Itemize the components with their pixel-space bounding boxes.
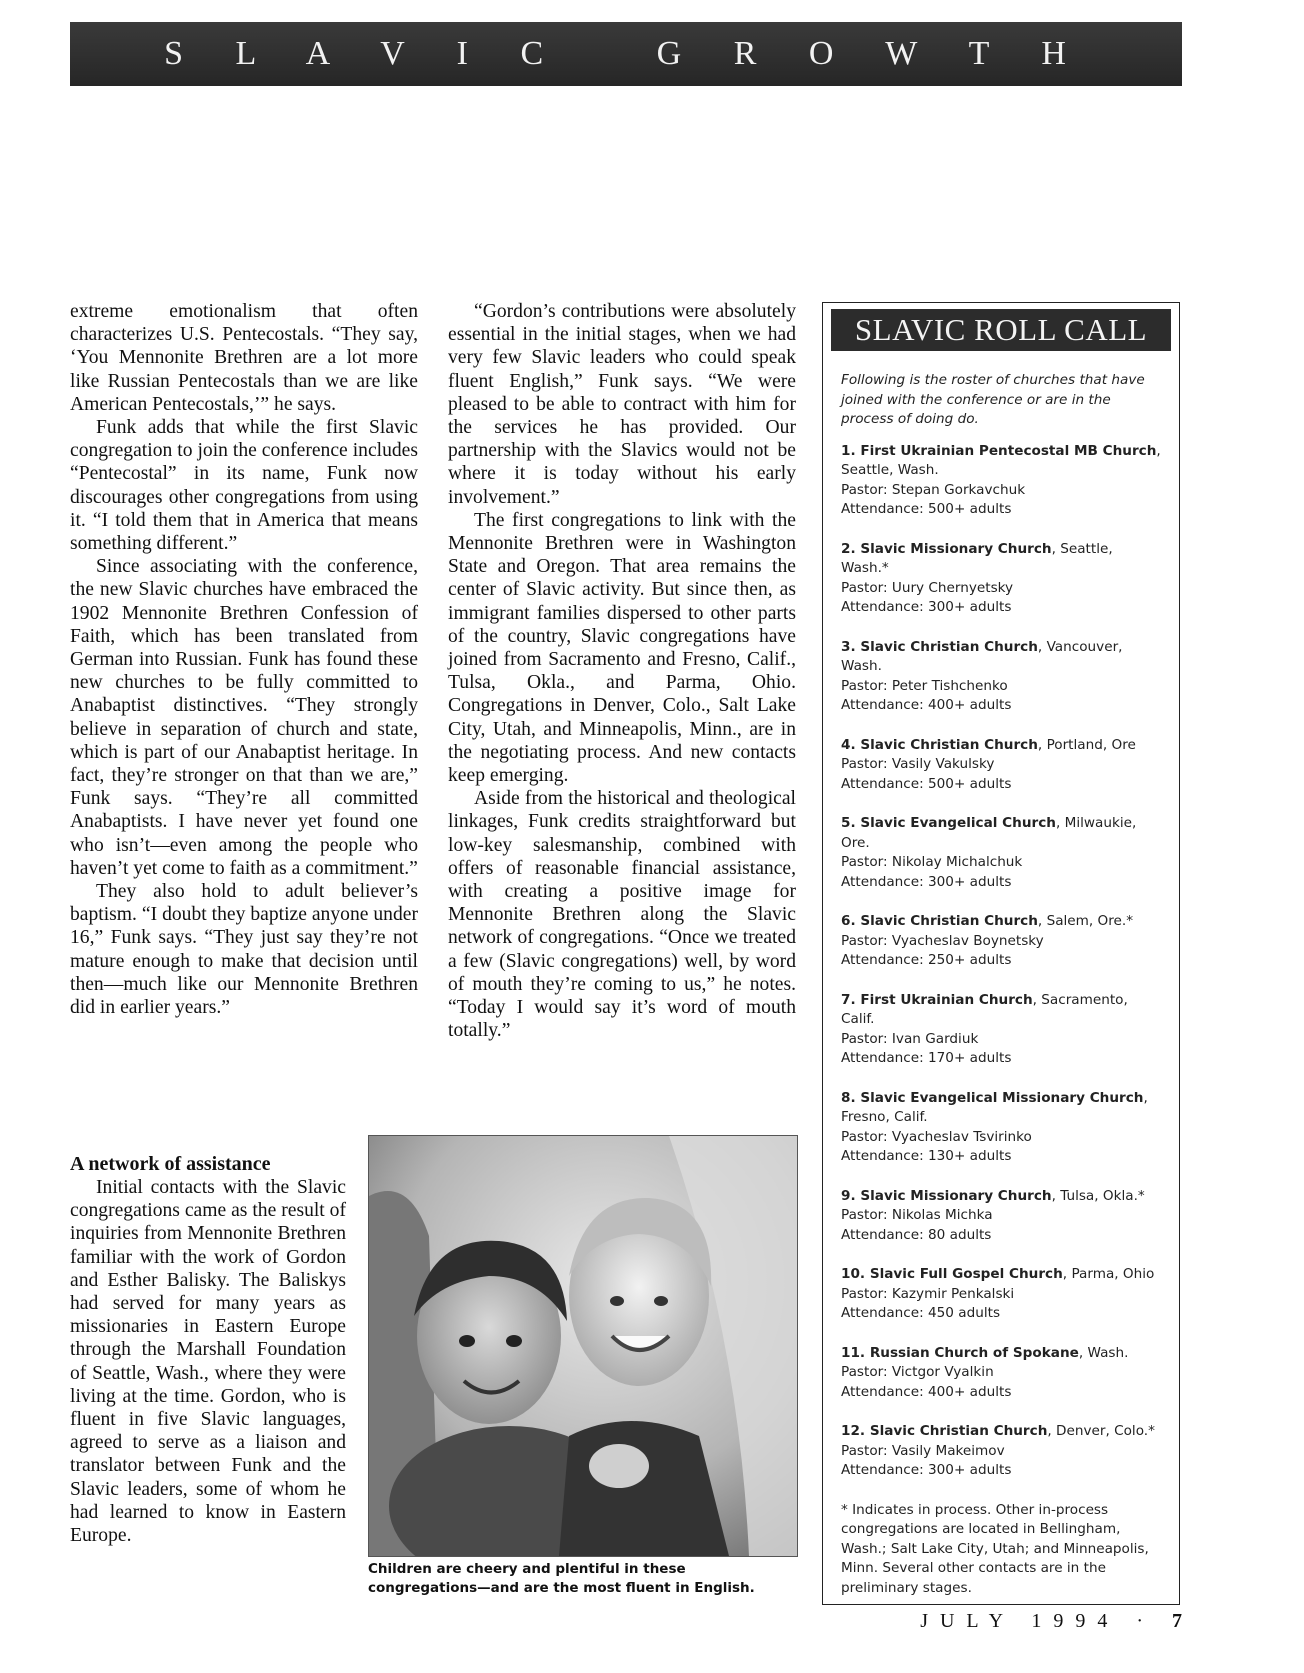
roll-call-sidebar bbox=[822, 302, 1180, 1605]
church-location: , Tulsa, Okla.* bbox=[1051, 1187, 1145, 1204]
list-item bbox=[841, 1344, 1163, 1403]
list-item bbox=[841, 912, 1163, 971]
issue-date: JULY 1994 · bbox=[920, 1610, 1155, 1632]
section-header-bar bbox=[70, 22, 1182, 86]
paragraph: They also hold to adult believer’s baptism. “I doubt they baptize anyone under 16,” Funk says. “They just say they’re not mature enough to make that decision until then—much like our Mennonite Brethren did in earlier years.” bbox=[70, 881, 418, 1019]
list-item bbox=[841, 1422, 1163, 1481]
church-pastor: Pastor: Vasily Vakulsky bbox=[841, 756, 995, 772]
church-location: , Sacramento, Calif. bbox=[841, 991, 1128, 1027]
paragraph: Aside from the historical and theological linkages, Funk credits straightforward but low-key salesmanship, combined with offers of reasonable financial assistance, with creating a positive image for Mennonite Brethren along the Slavic network of congregations. “Once we treated a few (Slavic congregations) well, by word of mouth they’re coming to us,” he notes. “Today I would say it’s word of mouth totally.” bbox=[448, 788, 796, 1042]
church-pastor: Pastor: Ivan Gardiuk bbox=[841, 1030, 979, 1047]
sidebar-intro: Following is the roster of churches that have joined with the conference or are in the process of doing do. bbox=[841, 372, 1145, 427]
article-column-1 bbox=[70, 300, 418, 1019]
church-name: 7. First Ukrainian Church bbox=[841, 991, 1033, 1008]
church-pastor: Pastor: Vyacheslav Tsvirinko bbox=[841, 1128, 1032, 1145]
list-item bbox=[841, 1265, 1163, 1324]
church-list bbox=[841, 442, 1163, 1481]
church-name-line bbox=[841, 736, 1163, 756]
church-attendance: Attendance: 170+ adults bbox=[841, 1050, 1012, 1066]
church-pastor: Pastor: Kazymir Penkalski bbox=[841, 1285, 1015, 1302]
section-title: S L A V I C G R O W T H bbox=[164, 35, 1088, 72]
church-attendance: Attendance: 500+ adults bbox=[841, 775, 1012, 792]
list-item bbox=[841, 638, 1163, 716]
list-item bbox=[841, 442, 1163, 520]
church-name: 2. Slavic Missionary Church bbox=[841, 540, 1052, 557]
church-attendance: Attendance: 400+ adults bbox=[841, 697, 1012, 713]
church-attendance: Attendance: 300+ adults bbox=[841, 1462, 1012, 1478]
church-attendance: Attendance: 130+ adults bbox=[841, 1148, 1012, 1164]
church-pastor: Pastor: Stepan Gorkavchuk bbox=[841, 481, 1026, 498]
church-name-line bbox=[841, 912, 1163, 932]
church-location: , Salem, Ore.* bbox=[1037, 913, 1134, 929]
church-name-line bbox=[841, 1265, 1163, 1285]
church-name: 8. Slavic Evangelical Missionary Church bbox=[841, 1089, 1144, 1106]
church-name-line bbox=[841, 638, 1163, 677]
church-pastor: Pastor: Uury Chernyetsky bbox=[841, 579, 1014, 596]
church-location: , Milwaukie, Ore. bbox=[841, 815, 1137, 851]
church-location: , Denver, Colo.* bbox=[1047, 1423, 1155, 1439]
church-name: 9. Slavic Missionary Church bbox=[841, 1187, 1052, 1204]
church-attendance: Attendance: 400+ adults bbox=[841, 1383, 1012, 1400]
church-name: 4. Slavic Christian Church bbox=[841, 736, 1038, 753]
church-location: , Vancouver, Wash. bbox=[841, 638, 1123, 674]
church-pastor: Pastor: Nikolay Michalchuk bbox=[841, 854, 1023, 870]
page-footer bbox=[900, 1610, 1182, 1633]
church-location: , Seattle, Wash. bbox=[841, 442, 1161, 478]
paragraph: The first congregations to link with the Mennonite Brethren were in Washington State and Oregon. That area remains the center of Slavic activity. But since then, as immigrant families dispersed to other parts of the country, Slavic congregations have joined from Sacramento and Fresno, Calif., Tulsa, Okla., and Parma, Ohio. Congregations in Denver, Colo., Salt Lake City, Utah, and Minneapolis, Minn., are in the negotiating process. And new contacts keep emerging. bbox=[448, 509, 796, 787]
church-pastor: Pastor: Peter Tishchenko bbox=[841, 677, 1008, 694]
church-name-line bbox=[841, 540, 1163, 579]
children-photo-illustration bbox=[369, 1136, 797, 1556]
sidebar-title: SLAVIC ROLL CALL bbox=[831, 309, 1171, 351]
church-attendance: Attendance: 250+ adults bbox=[841, 952, 1012, 968]
church-name-line bbox=[841, 814, 1163, 853]
subheading: A network of assistance bbox=[70, 1153, 271, 1175]
list-item bbox=[841, 991, 1163, 1069]
church-name-line bbox=[841, 1422, 1163, 1442]
list-item bbox=[841, 1089, 1163, 1167]
list-item bbox=[841, 540, 1163, 618]
article-column-2 bbox=[448, 300, 796, 1043]
church-name: 12. Slavic Christian Church bbox=[841, 1423, 1048, 1439]
church-pastor: Pastor: Nikolas Michka bbox=[841, 1207, 993, 1223]
church-attendance: Attendance: 500+ adults bbox=[841, 501, 1012, 517]
page-number: 7 bbox=[1172, 1610, 1182, 1632]
church-location: , Portland, Ore bbox=[1037, 736, 1136, 753]
church-location: , Seattle, Wash.* bbox=[841, 540, 1113, 576]
church-name-line bbox=[841, 991, 1163, 1030]
sidebar-footnote: * Indicates in process. Other in-process congregations are located in Bellingham, Wash.; Salt Lake City, Utah; and Minneapolis, Minn. Several other contacts are in the preliminary stages. bbox=[841, 1501, 1149, 1596]
church-name: 1. First Ukrainian Pentecostal MB Church bbox=[841, 442, 1157, 459]
church-attendance: Attendance: 80 adults bbox=[841, 1226, 992, 1243]
paragraph: Initial contacts with the Slavic congregations came as the result of inquiries from Mennonite Brethren familiar with the work of Gordon and Esther Balisky. The Baliskys had served for many years as missionaries in Eastern Europe through the Marshall Foundation of Seattle, Wash., where they were living at the time. Gordon, who is fluent in five Slavic languages, agreed to serve as a liaison and translator between Funk and the Slavic leaders, some of whom he had learned to know in Eastern Europe. bbox=[70, 1177, 346, 1547]
church-location: , Wash. bbox=[1078, 1344, 1129, 1361]
church-name-line bbox=[841, 1187, 1163, 1207]
list-item bbox=[841, 814, 1163, 892]
church-name-line bbox=[841, 1344, 1163, 1364]
church-attendance: Attendance: 450 adults bbox=[841, 1305, 1001, 1321]
paragraph: Funk adds that while the first Slavic congregation to join the conference includes “Pentecostal” in its name, Funk now discourages other congregations from using it. “I told them that in America that means something different.” bbox=[70, 417, 418, 555]
list-item bbox=[841, 1187, 1163, 1246]
church-attendance: Attendance: 300+ adults bbox=[841, 873, 1012, 890]
church-name: 6. Slavic Christian Church bbox=[841, 913, 1038, 929]
church-pastor: Pastor: Vasily Makeimov bbox=[841, 1442, 1005, 1459]
church-name: 3. Slavic Christian Church bbox=[841, 638, 1038, 655]
photo-caption: Children are cheery and plentiful in these congregations—and are the most fluent in English. bbox=[368, 1561, 755, 1596]
church-name: 10. Slavic Full Gospel Church bbox=[841, 1266, 1063, 1282]
church-name-line bbox=[841, 1089, 1163, 1128]
paragraph: Since associating with the conference, the new Slavic churches have embraced the 1902 Mennonite Brethren Confession of Faith, which has been translated from German into Russian. Funk has found these new churches to be fully committed to Anabaptist distinctives. “They strongly believe in separation of church and state, which is part of our Anabaptist heritage. In fact, they’re stronger on that than we are,” Funk says. “They’re all committed Anabaptists. I have never yet found one who isn’t—even among the people who haven’t yet come to faith as a commitment.” bbox=[70, 556, 418, 879]
church-location: , Parma, Ohio bbox=[1062, 1266, 1155, 1282]
church-attendance: Attendance: 300+ adults bbox=[841, 599, 1012, 615]
church-pastor: Pastor: Vyacheslav Boynetsky bbox=[841, 932, 1044, 949]
church-pastor: Pastor: Victgor Vyalkin bbox=[841, 1364, 994, 1380]
paragraph: extreme emotionalism that often characterizes U.S. Pentecostals. “They say, ‘You Mennonite Brethren are a lot more like Russian Pentecostals than we are like American Pentecostals,’” he says. bbox=[70, 301, 418, 415]
church-name-line bbox=[841, 442, 1163, 481]
paragraph: “Gordon’s contributions were absolutely essential in the initial stages, when we had very few Slavic leaders who could speak fluent English,” Funk says. “We were pleased to be able to contract with him for the services he has provided. Our partnership with the Slavics would not be where it is today without his early involvement.” bbox=[448, 301, 796, 508]
list-item bbox=[841, 736, 1163, 795]
church-name: 11. Russian Church of Spokane bbox=[841, 1344, 1079, 1361]
church-location: , Fresno, Calif. bbox=[841, 1089, 1148, 1125]
church-name: 5. Slavic Evangelical Church bbox=[841, 815, 1056, 831]
article-column-3 bbox=[70, 1152, 346, 1547]
children-photo bbox=[368, 1135, 798, 1557]
